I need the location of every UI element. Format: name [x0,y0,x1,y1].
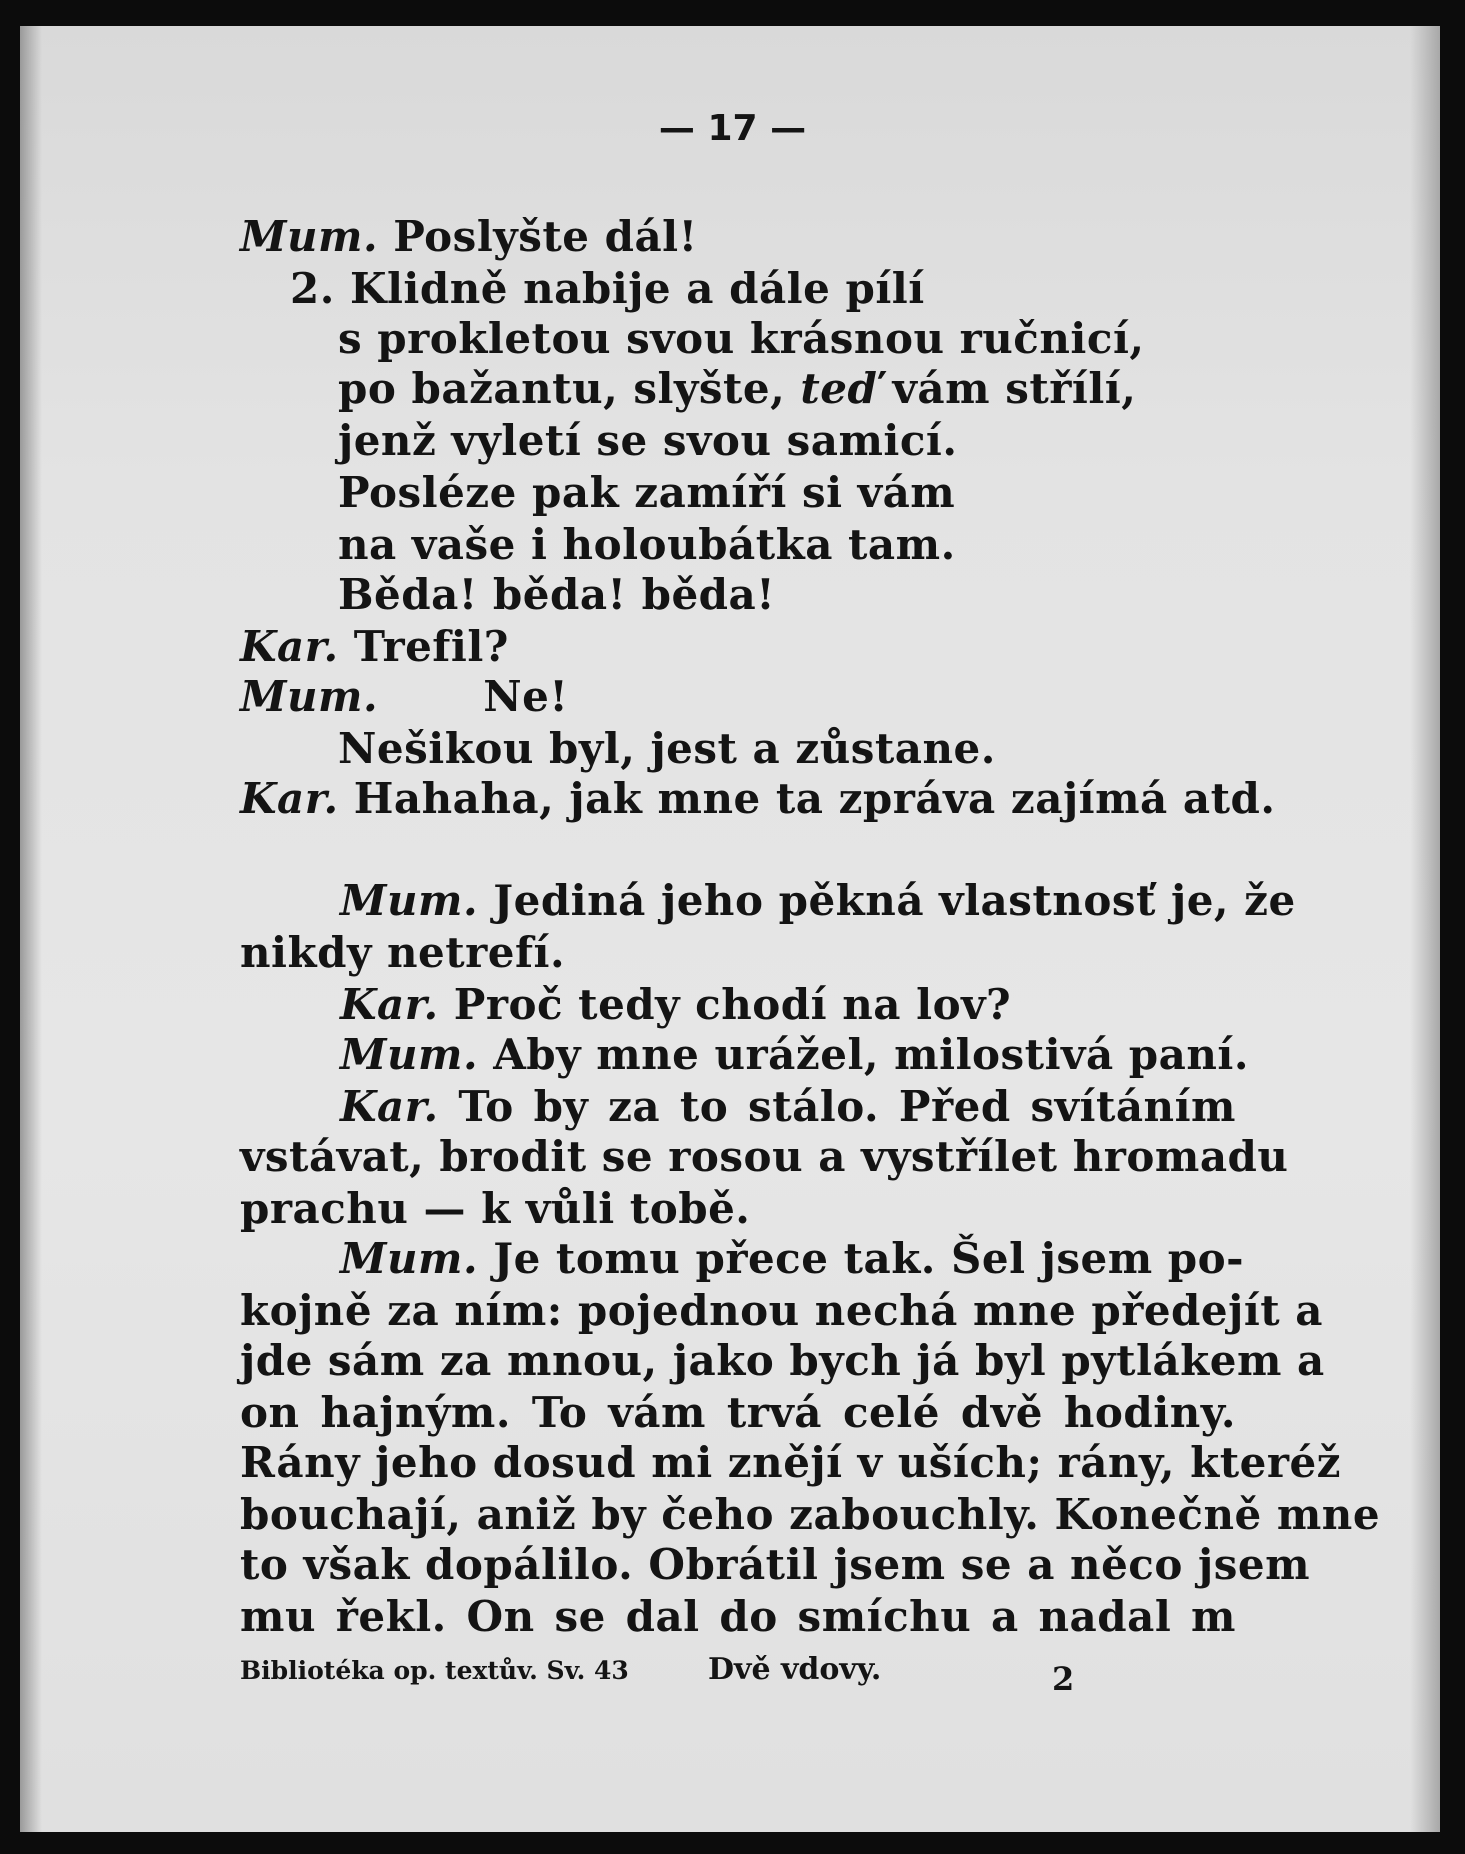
line-text: Jediná jeho pěkná vlastnosť je, že [493,876,1296,925]
speaker-label: Kar. [340,980,439,1029]
prose-line: mu řekl. On se dal do smíchu a nadal m [240,1592,1236,1641]
speaker-label: Kar. [340,1082,439,1131]
emphasized-word: teď [800,364,878,413]
prose-line: prachu — k vůli tobě. [240,1184,751,1233]
speaker-label: Mum. [240,672,379,721]
verse-line: Nešikou byl, jest a zůstane. [338,724,996,773]
line-text: Poslyšte dál! [393,212,698,261]
dialogue-line [240,774,1275,823]
prose-line: nikdy netrefí. [240,928,566,977]
prose-line: bouchají, aniž by čeho zabouchly. Konečně mne [240,1490,1381,1539]
dialogue-line [240,212,698,261]
line-text: vám střílí, [892,364,1137,413]
page-number: — 17 — [658,108,807,149]
prose-line: Rány jeho dosud mi znějí v uších; rány, kteréž [240,1438,1342,1487]
prose-line: jde sám za mnou, jako bych já byl pytlákem a [240,1336,1325,1385]
prose-line: to však dopálilo. Obrátil jsem se a něco jsem [240,1540,1311,1589]
verse-line: na vaše i holoubátka tam. [338,520,956,569]
verse-line: jenž vyletí se svou samicí. [338,416,958,465]
line-text: Ne! [483,672,569,721]
verse-line [338,364,1136,413]
dialogue-line [240,672,568,721]
line-text: Proč tedy chodí na lov? [453,980,1012,1029]
speaker-label: Kar. [240,774,339,823]
dialogue-line [340,876,1296,925]
verse-line: Posléze pak zamíří si vám [338,468,956,517]
line-text: Je tomu přece tak. Šel jsem po- [493,1234,1245,1283]
speaker-label: Mum. [340,876,479,925]
verse-line: 2. Klidně nabije a dále pílí [290,264,925,313]
dialogue-line [240,622,509,671]
verse-line: s prokletou svou krásnou ručnicí, [338,314,1145,363]
line-text: Hahaha, jak mne ta zpráva zajímá atd. [353,774,1276,823]
prose-line: on hajným. To vám trvá celé dvě hodiny. [240,1388,1236,1437]
line-text: Trefil? [353,622,509,671]
footer-series: Bibliotéka op. textův. Sv. 43 [240,1656,629,1685]
speaker-label: Kar. [240,622,339,671]
dialogue-line [340,1030,1249,1079]
speaker-label: Mum. [340,1030,479,1079]
footer-signature: 2 [1052,1660,1075,1698]
prose-line: vstávat, brodit se rosou a vystřílet hromadu [240,1132,1289,1181]
line-text: po bažantu, slyšte, [338,364,786,413]
verse-line: Běda! běda! běda! [338,570,776,619]
line-text: Aby mne urážel, milostivá paní. [493,1030,1249,1079]
line-text: To by za to stálo. Před svítáním [458,1082,1236,1131]
speaker-label: Mum. [340,1234,479,1283]
dialogue-line [340,1234,1245,1283]
prose-line: kojně za ním: pojednou nechá mne předejít a [240,1286,1324,1335]
dialogue-line [340,980,1011,1029]
dialogue-line [340,1082,1236,1131]
footer-title: Dvě vdovy. [708,1652,882,1687]
speaker-label: Mum. [240,212,379,261]
